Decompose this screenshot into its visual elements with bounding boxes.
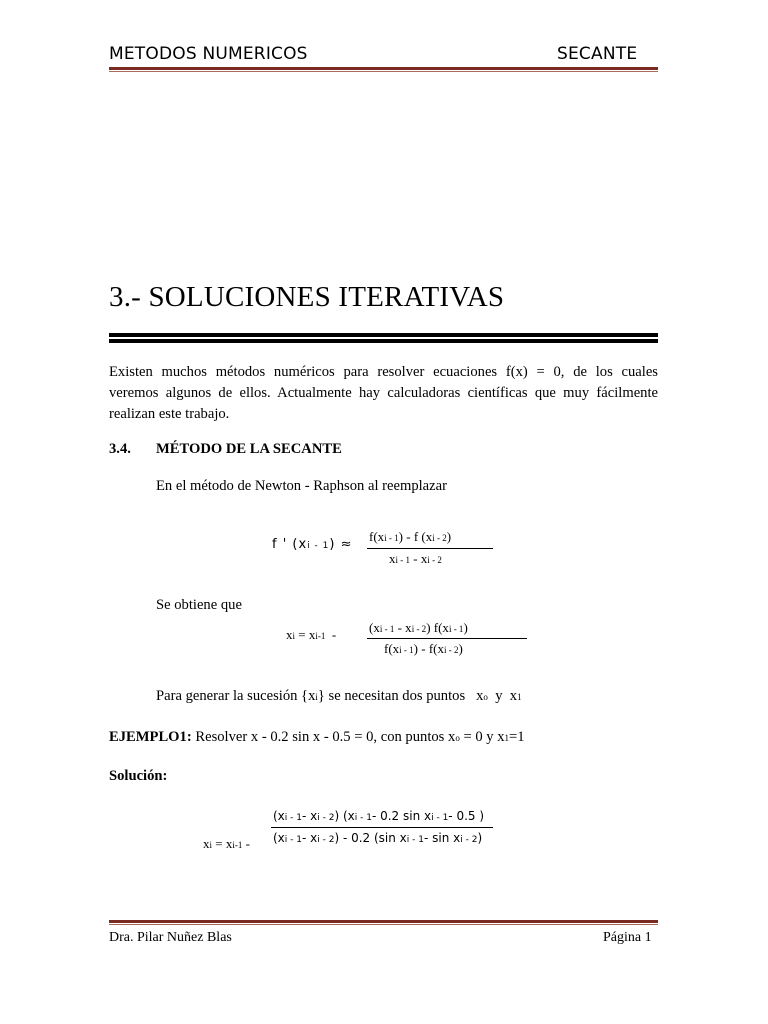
f2-minus: - xyxy=(331,627,337,642)
f2-eq-sub: i-1 xyxy=(315,631,326,641)
f3-n-b: - x xyxy=(302,809,318,823)
f2-den-sub1: i - 1 xyxy=(399,645,414,655)
f2-num-b: - x xyxy=(394,620,412,635)
f3-num: (x xyxy=(273,809,285,823)
formula1-denominator xyxy=(389,551,442,567)
section-title: MÉTODO DE LA SECANTE xyxy=(156,441,342,457)
f3-n-s4: i - 1 xyxy=(431,813,449,823)
formula2-lhs xyxy=(286,627,336,643)
title-rule-top xyxy=(109,333,658,337)
f3-d-s3: i - 1 xyxy=(406,835,424,845)
f1-num-sub1: i - 1 xyxy=(384,533,399,543)
chapter-title: 3.- SOLUCIONES ITERATIVAS xyxy=(109,281,505,313)
footer-author: Dra. Pilar Nuñez Blas xyxy=(109,930,232,945)
f1-den-a: x xyxy=(389,551,396,566)
f2-num-d: ) xyxy=(463,620,468,635)
f1-num-end: ) xyxy=(446,529,452,544)
f2-den-a: f(x xyxy=(384,641,400,656)
formula3-fraction-bar xyxy=(271,827,493,828)
sucesion-y: y xyxy=(495,688,503,704)
f3-n-e: - 0.5 ) xyxy=(448,809,485,823)
footer-page-number: Página 1 xyxy=(603,930,652,945)
sucesion-sub: i xyxy=(315,692,318,702)
f3-d-d: - sin x xyxy=(423,831,461,845)
f3-n-d: - 0.2 sin x xyxy=(371,809,432,823)
formula2-numerator xyxy=(369,620,468,636)
example-sub1: 1 xyxy=(504,733,510,743)
formula3-denominator xyxy=(273,831,482,845)
formula2-fraction-bar xyxy=(367,638,527,639)
f2-num-sub1: i - 1 xyxy=(379,624,395,634)
formula1-numerator xyxy=(369,529,451,545)
f3-n-c: ) (x xyxy=(334,809,355,823)
example-text2: = 0 y x xyxy=(459,729,505,745)
f3-d-s4: i - 2 xyxy=(460,835,478,845)
f2-den-b: ) - f(x xyxy=(413,641,444,656)
intro-line: veremos algunos de ellos. Actualmente hay calculadoras científicas que muy fácilmente xyxy=(109,385,658,401)
f2-num-c: ) f(x xyxy=(426,620,449,635)
f3-eq-sub: i-1 xyxy=(232,840,243,850)
sucesion-x0-sub: o xyxy=(483,692,488,702)
f2-num-sub2: i - 2 xyxy=(411,624,427,634)
example-text: Resolver x - 0.2 sin x - 0.5 = 0, con puntos x xyxy=(191,729,456,745)
intro-paragraph xyxy=(109,362,658,425)
f3-n-s2: i - 2 xyxy=(317,813,335,823)
f1-den-sub2: i - 2 xyxy=(427,555,442,565)
f1-num: f(x xyxy=(369,529,385,544)
header-section: SECANTE xyxy=(557,44,638,64)
f1-lhs: f ' (x xyxy=(272,537,308,552)
f1-den-sub1: i - 1 xyxy=(395,555,410,565)
f1-lhs-sub: i - 1 xyxy=(307,541,330,551)
f3-n-s3: i - 1 xyxy=(354,813,372,823)
title-rule-bottom xyxy=(109,339,658,343)
f3-d-c: ) - 0.2 (sin x xyxy=(334,831,407,845)
formula2-denominator xyxy=(384,641,463,657)
f3-d-e: ) xyxy=(477,831,483,845)
f3-lhs-sub: i xyxy=(209,840,213,850)
f3-d-s2: i - 2 xyxy=(317,835,335,845)
solution-label: Solución: xyxy=(109,768,168,784)
footer-rule xyxy=(109,920,658,923)
f3-d-b: - x xyxy=(302,831,318,845)
formula1-lhs xyxy=(272,537,353,552)
example-label: EJEMPLO1: xyxy=(109,729,192,745)
f2-lhs: x xyxy=(286,627,293,642)
f3-d-s1: i - 1 xyxy=(284,835,302,845)
f2-den-c: ) xyxy=(458,641,463,656)
formula3-numerator xyxy=(273,809,484,823)
f2-lhs-sub: i xyxy=(292,631,296,641)
header-rule-thin xyxy=(109,71,658,72)
intro-line: Existen muchos métodos numéricos para resolver ecuaciones f(x) = 0, de los cuales xyxy=(109,364,658,380)
example-sub0: o xyxy=(455,733,460,743)
intro-line: realizan este trabajo. xyxy=(109,406,230,422)
f3-n-s1: i - 1 xyxy=(284,813,302,823)
sucesion-x1: x xyxy=(509,688,518,704)
header-title: METODOS NUMERICOS xyxy=(109,44,308,64)
sucesion-x1-sub: 1 xyxy=(517,692,522,702)
sucesion-text-b: } se necesitan dos puntos xyxy=(317,688,466,704)
f3-lhs: x xyxy=(203,836,210,851)
section-number: 3.4. xyxy=(109,441,131,457)
f3-minus: - xyxy=(242,836,250,851)
newton-text: En el método de Newton - Raphson al reemplazar xyxy=(156,478,447,494)
f2-num-a: (x xyxy=(369,620,380,635)
obtiene-text: Se obtiene que xyxy=(156,597,242,613)
f3-eq: = x xyxy=(212,836,233,851)
footer-rule-thin xyxy=(109,924,658,925)
sucesion-x0: x xyxy=(476,688,484,704)
f3-den: (x xyxy=(273,831,285,845)
f2-num-sub3: i - 1 xyxy=(448,624,464,634)
f1-num-sub2: i - 2 xyxy=(432,533,447,543)
formula3-lhs xyxy=(203,836,250,852)
f1-num-mid: ) - f (x xyxy=(398,529,433,544)
header-rule xyxy=(109,67,658,70)
example-line xyxy=(109,729,525,746)
formula1-fraction-bar xyxy=(367,548,493,549)
example-text3: =1 xyxy=(509,729,525,745)
sucesion-text-a: Para generar la sucesión {x xyxy=(156,688,316,704)
f2-den-sub2: i - 2 xyxy=(444,645,459,655)
f1-approx: ) ≈ xyxy=(329,537,353,552)
sucesion-text xyxy=(156,688,522,705)
f1-den-mid: - x xyxy=(410,551,428,566)
f2-eq: = x xyxy=(298,627,316,642)
